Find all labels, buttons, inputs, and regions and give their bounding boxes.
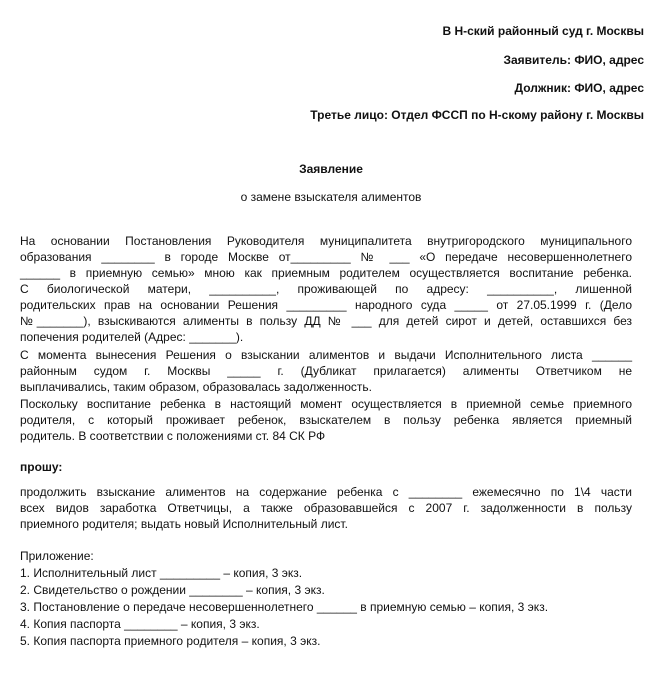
body-line: На основании Постановления Руководителя муниципалитета внутригородского муниципального xyxy=(20,234,632,248)
document-subtitle: о замене взыскателя алиментов xyxy=(240,190,422,204)
attachment-item: 2. Свидетельство о рождении ________ – копия, 3 экз. xyxy=(20,583,325,597)
request-line: всех видов заработка Ответчицы, а также образовавшейся с 2007 г. задолженности в пользу xyxy=(20,501,632,515)
request-label: прошу: xyxy=(20,460,63,474)
body-line: родителя, с который проживает ребенок, взыскателем в пользу ребенка является приемный xyxy=(20,413,632,427)
debtor-line: Должник: ФИО, адрес xyxy=(514,81,644,95)
third-party-line: Третье лицо: Отдел ФССП по Н-скому району г. Москвы xyxy=(310,108,644,122)
request-line: приемного родителя; выдать новый Исполнительный лист. xyxy=(20,517,348,531)
body-line: родитель. В соответствии с положениями ст. 84 СК РФ xyxy=(20,429,326,443)
attachment-item: 4. Копия паспорта ________ – копия, 3 экз. xyxy=(20,617,260,631)
request-line: продолжить взыскание алиментов на содержание ребенка с ________ ежемесячно по 1\4 части xyxy=(20,485,632,499)
document-title: Заявление xyxy=(299,162,363,176)
body-line: попечения родителей (Адрес: _______). xyxy=(20,330,244,344)
body-line: С биологической матери, __________, проживающей по адресу: __________, лишенной xyxy=(20,282,632,296)
attachments-label: Приложение: xyxy=(20,549,94,563)
body-line: ______ в приемную семью» мною как приемным родителем осуществляется воспитание ребенка. xyxy=(20,266,632,280)
court-addressee: В Н-ский районный суд г. Москвы xyxy=(442,24,644,38)
body-line: С момента вынесения Решения о взыскании алиментов и выдачи Исполнительного листа ______ xyxy=(20,348,632,362)
body-line: №_______), взыскиваются алименты в пользу ДД № ___ для детей сирот и детей, оставшихся без xyxy=(20,314,632,328)
body-line: выплачивались, таким образом, образовалась задолженность. xyxy=(20,380,372,394)
attachment-item: 5. Копия паспорта приемного родителя – копия, 3 экз. xyxy=(20,634,321,648)
body-line: образования ________ в городе Москве от_________ № ___ «О передаче несовершеннолетнего xyxy=(20,250,632,264)
body-line: районным судом г. Москвы _____ г. (Дубликат прилагается) алименты Ответчиком не xyxy=(20,364,632,378)
body-line: Поскольку воспитание ребенка в настоящий момент осуществляется в приемной семье приемного xyxy=(20,397,632,411)
attachment-item: 1. Исполнительный лист _________ – копия, 3 экз. xyxy=(20,566,303,580)
claimant-line: Заявитель: ФИО, адрес xyxy=(503,53,644,67)
body-line: родительских прав на основании Решения _________ народного суда _____ от 27.05.1999 г. (Дело xyxy=(20,298,632,312)
attachment-item: 3. Постановление о передаче несовершеннолетнего ______ в приемную семью – копия, 3 экз. xyxy=(20,600,549,614)
